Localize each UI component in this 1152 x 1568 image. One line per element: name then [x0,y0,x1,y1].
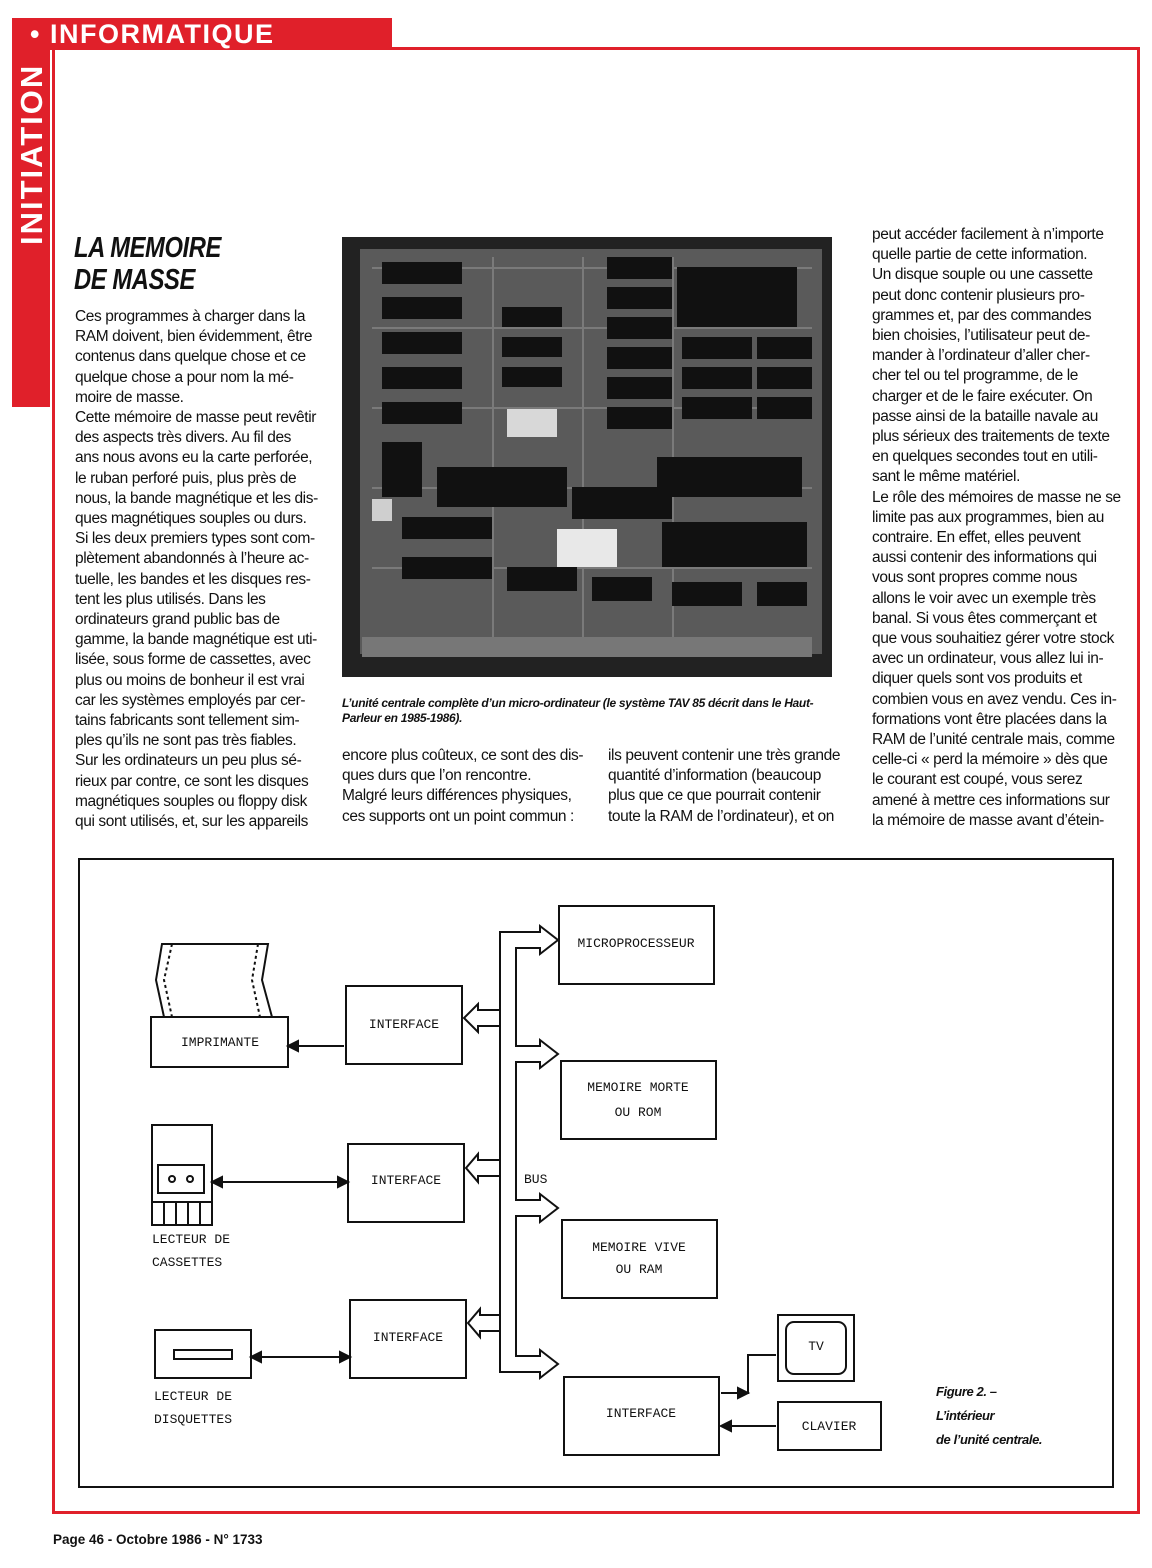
section-title [30,18,274,50]
photo-caption: L’unité centrale complète d’un micro-ordinateur (le système TAV 85 décrit dans le Haut-Parleur en 1985-1986). [342,696,814,725]
cassette-label-line1: LECTEUR DE [152,1232,231,1247]
article-column-4: peut accéder facilement à n’importe quelle partie de cette information. Un disque souple ou une cassette peut donc contenir plusieurs pro- grammes et, par des commandes bien choisies, l’utilisateur peut de- mander à l’ordinateur d’aller cher- cher tel ou tel programme, de le charger et de le faire exécuter. On passe ainsi de la bataille navale au plus sérieux des traitements de texte en quelques secondes tout en utili- sant le même matériel. Le rôle des mémoires de masse ne se limite pas aux programmes, bien au contraire. En effet, elles peuvent aussi contenir des informations qui vous sont propres comme nous allons le voir avec un exemple très banal. Si vous êtes commerçant et que vous souhaitiez gérer votre stock avec un ordinateur, vous allez lui in- diquer quels sont vos produits et combien vous en avez vendu. Ces in- formations vont être placées dans la RAM de l’unité centrale mais, comme celle-ci « perd la mémoire » dès que le courant est coupé, vous serez amené à mettre ces informations sur la mémoire de masse avant d’étein- [872,226,1121,829]
section-bullet: • [30,19,41,49]
circuit-board-illustration [342,237,832,677]
article-column-3: ils peuvent contenir une très grande quantité d’information (beaucoup plus que ce que pourrait contenir toute la RAM de l’ordinateur), et on [608,747,841,825]
rom-box [561,1061,716,1139]
article-title-line2: DE MASSE [74,264,195,296]
printer-label: IMPRIMANTE [180,1035,260,1050]
tv-link [721,1355,776,1393]
bus-arrows [500,926,558,1378]
disk-label-line1: LECTEUR DE [154,1389,233,1404]
bus-label: BUS [524,1172,548,1187]
side-label: INITIATION [14,63,49,245]
interface-label-2: INTERFACE [370,1173,442,1188]
interface-label-1: INTERFACE [368,1017,440,1032]
interface-bus-arrows [464,932,500,1337]
figure-caption [936,1380,1042,1452]
figure-caption-line2: L’intérieur [936,1408,995,1423]
keyboard-label: CLAVIER [801,1419,857,1434]
rom-label-line2: OU ROM [614,1105,662,1120]
interface-label-4: INTERFACE [605,1406,677,1421]
interface-label-3: INTERFACE [372,1330,444,1345]
article-title-line1: LA MEMOIRE [74,232,221,264]
article-title [74,232,221,296]
page-footer: Page 46 - Octobre 1986 - N° 1733 [53,1532,263,1547]
article-column-1: Ces programmes à charger dans la RAM doivent, bien évidemment, être contenus dans quelque chose et ce quelque chose a pour nom la mé- moire de masse. Cette mémoire de masse peut revêtir des aspects très divers. Au fil des ans nous avons eu la carte perforée, le ruban perforé puis, plus près de nous, la bande magnétique et les dis- ques magnétiques souples ou durs. Si les deux premiers types sont com- plètement abandonnés à l’heure ac- tuelle, les bandes et les disques res- tent les plus utilisés. Dans les ordinateurs grand public bas de gamme, la bande magnétique est uti- lisée, sous forme de cassettes, avec plus ou moins de bonheur il est vrai car les systèmes employés par cer- tains fabricants sont tellement sim- ples qu’ils ne sont pas très fiables. Sur les ordinateurs un peu plus sé- rieux par contre, ce sont les disques magnétiques souples ou floppy disk qui sont utilisés, et, sur les appareils [75,308,318,831]
section-name: INFORMATIQUE [49,19,275,49]
circuit-board-photo [342,237,832,677]
rom-label-line1: MEMOIRE MORTE [587,1080,689,1095]
ram-label-line1: MEMOIRE VIVE [592,1240,686,1255]
printer-paper-icon [156,944,272,1017]
disk-reader-icon [155,1330,251,1378]
disk-label-line2: DISQUETTES [154,1412,233,1427]
figure-caption-line3: de l’unité centrale. [936,1432,1043,1447]
microprocessor-label: MICROPROCESSEUR [577,936,695,951]
ram-label-line2: OU RAM [615,1262,663,1277]
ram-box [562,1220,717,1298]
cassette-label-line2: CASSETTES [152,1255,223,1270]
figure-caption-line1: Figure 2. – [936,1384,997,1399]
tv-label: TV [808,1339,824,1354]
article-column-2: encore plus coûteux, ce sont des dis- ques durs que l’on rencontre. Malgré leurs différences physiques, ces supports ont un point commun : [342,747,584,825]
